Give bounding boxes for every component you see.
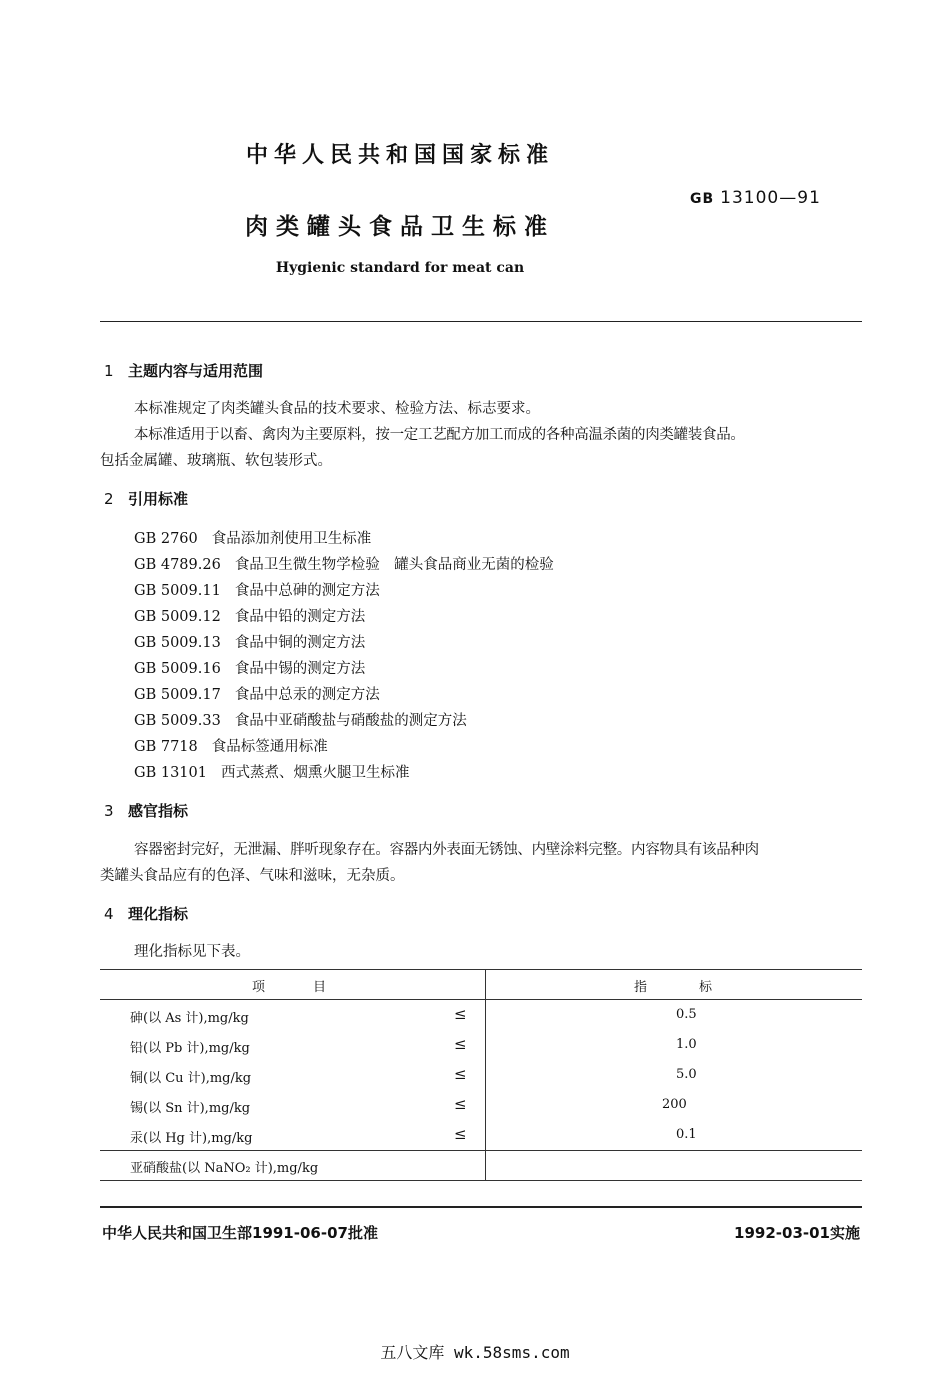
section-title: 引用标准 bbox=[128, 490, 189, 508]
section-1-heading bbox=[104, 360, 263, 381]
reference-title: 西式蒸煮、烟熏火腿卫生标准 bbox=[220, 765, 410, 781]
header-value-char: 指 bbox=[634, 980, 648, 995]
standard-code-number: 13100—91 bbox=[720, 188, 821, 208]
reference-code: GB 5009.13 bbox=[134, 635, 221, 651]
table-row-value: 1.0 bbox=[676, 1037, 697, 1052]
table-row-operator: ≤ bbox=[454, 1005, 467, 1023]
reference-code: GB 5009.11 bbox=[134, 583, 221, 599]
table-row-value: 0.1 bbox=[676, 1127, 697, 1142]
reference-code: GB 5009.12 bbox=[134, 609, 221, 625]
section-title: 理化指标 bbox=[128, 905, 189, 923]
reference-code: GB 7718 bbox=[134, 739, 198, 755]
table-row-operator: ≤ bbox=[454, 1095, 467, 1113]
section-3-paragraph-a: 容器密封完好，无泄漏、胖听现象存在。容器内外表面无锈蚀、内壁涂料完整。内容物具有该品种肉 bbox=[134, 842, 759, 858]
section-3-paragraph-b: 类罐头食品应有的色泽、气味和滋味，无杂质。 bbox=[100, 868, 405, 884]
reference-item bbox=[134, 579, 380, 600]
table-bottom-rule bbox=[100, 1180, 862, 1181]
reference-code: GB 5009.17 bbox=[134, 687, 221, 703]
table-row-operator: ≤ bbox=[454, 1065, 467, 1083]
approval-line: 中华人民共和国卫生部1991-06-07批准 bbox=[102, 1224, 378, 1242]
table-intro: 理化指标见下表。 bbox=[134, 944, 250, 960]
table-header-value bbox=[634, 976, 712, 995]
table-header-item bbox=[252, 976, 326, 995]
table-row-operator: ≤ bbox=[454, 1035, 467, 1053]
reference-title: 食品添加剂使用卫生标准 bbox=[211, 531, 372, 547]
header-value-char: 标 bbox=[699, 980, 713, 995]
reference-item bbox=[134, 735, 328, 756]
table-top-rule bbox=[100, 969, 862, 970]
reference-title: 食品中总砷的测定方法 bbox=[234, 583, 380, 599]
table-row-item: 铜(以 Cu 计),mg/kg bbox=[130, 1071, 252, 1086]
reference-code: GB 2760 bbox=[134, 531, 198, 547]
section-1-paragraph-2a: 本标准适用于以畜、禽肉为主要原料，按一定工艺配方加工而成的各种高温杀菌的肉类罐装食品。 bbox=[134, 427, 745, 443]
reference-code: GB 13101 bbox=[134, 765, 207, 781]
header-item-char: 目 bbox=[313, 980, 327, 995]
english-title: Hygienic standard for meat can bbox=[275, 260, 525, 276]
reference-code: GB 5009.16 bbox=[134, 661, 221, 677]
reference-title: 食品标签通用标准 bbox=[211, 739, 328, 755]
reference-code: GB 5009.33 bbox=[134, 713, 221, 729]
reference-title: 食品中铅的测定方法 bbox=[234, 609, 366, 625]
section-number: 3 bbox=[104, 802, 114, 820]
reference-item bbox=[134, 657, 365, 678]
table-row-operator: ≤ bbox=[454, 1125, 467, 1143]
reference-title: 食品中总汞的测定方法 bbox=[234, 687, 380, 703]
reference-item bbox=[134, 683, 380, 704]
implementation-line: 1992-03-01实施 bbox=[734, 1224, 860, 1242]
reference-item bbox=[134, 605, 365, 626]
reference-item bbox=[134, 553, 554, 574]
header-rule bbox=[100, 321, 862, 322]
section-3-heading bbox=[104, 800, 188, 821]
table-row-value: 0.5 bbox=[676, 1007, 697, 1022]
table-row-item: 砷(以 As 计),mg/kg bbox=[130, 1011, 249, 1026]
reference-item bbox=[134, 631, 365, 652]
reference-title: 食品中铜的测定方法 bbox=[234, 635, 366, 651]
table-row-rule bbox=[100, 1150, 862, 1151]
section-title: 感官指标 bbox=[128, 802, 189, 820]
reference-item bbox=[134, 709, 467, 730]
section-number: 4 bbox=[104, 905, 114, 923]
section-2-heading bbox=[104, 488, 188, 509]
footer-rule bbox=[100, 1206, 862, 1208]
standard-code bbox=[690, 188, 821, 208]
reference-item bbox=[134, 761, 409, 782]
table-header-rule bbox=[100, 999, 862, 1000]
table-column-divider bbox=[485, 969, 486, 1180]
section-title: 主题内容与适用范围 bbox=[128, 362, 264, 380]
reference-title: 食品中锡的测定方法 bbox=[234, 661, 366, 677]
section-4-heading bbox=[104, 903, 188, 924]
reference-code: GB 4789.26 bbox=[134, 557, 221, 573]
national-standard-heading: 中华人民共和国国家标准 bbox=[245, 143, 554, 168]
standard-code-prefix: GB bbox=[690, 191, 715, 207]
reference-title: 食品卫生微生物学检验 罐头食品商业无菌的检验 bbox=[234, 557, 554, 573]
table-row-item: 锡(以 Sn 计),mg/kg bbox=[130, 1101, 251, 1116]
table-row-value: 200 bbox=[662, 1097, 687, 1112]
table-row-item: 亚硝酸盐(以 NaNO₂ 计),mg/kg bbox=[130, 1161, 319, 1176]
section-1-paragraph-1: 本标准规定了肉类罐头食品的技术要求、检验方法、标志要求。 bbox=[134, 401, 540, 417]
table-row-item: 铅(以 Pb 计),mg/kg bbox=[130, 1041, 250, 1056]
section-1-paragraph-2b: 包括金属罐、玻璃瓶、软包装形式。 bbox=[100, 453, 332, 469]
document-title: 肉类罐头食品卫生标准 bbox=[245, 214, 555, 240]
reference-title: 食品中亚硝酸盐与硝酸盐的测定方法 bbox=[234, 713, 467, 729]
section-number: 2 bbox=[104, 490, 114, 508]
reference-item bbox=[134, 527, 371, 548]
table-row-item: 汞(以 Hg 计),mg/kg bbox=[130, 1131, 253, 1146]
watermark-text: 五八文库 wk.58sms.com bbox=[380, 1343, 570, 1362]
section-number: 1 bbox=[104, 362, 114, 380]
header-item-char: 项 bbox=[252, 980, 266, 995]
table-row-value: 5.0 bbox=[676, 1067, 697, 1082]
